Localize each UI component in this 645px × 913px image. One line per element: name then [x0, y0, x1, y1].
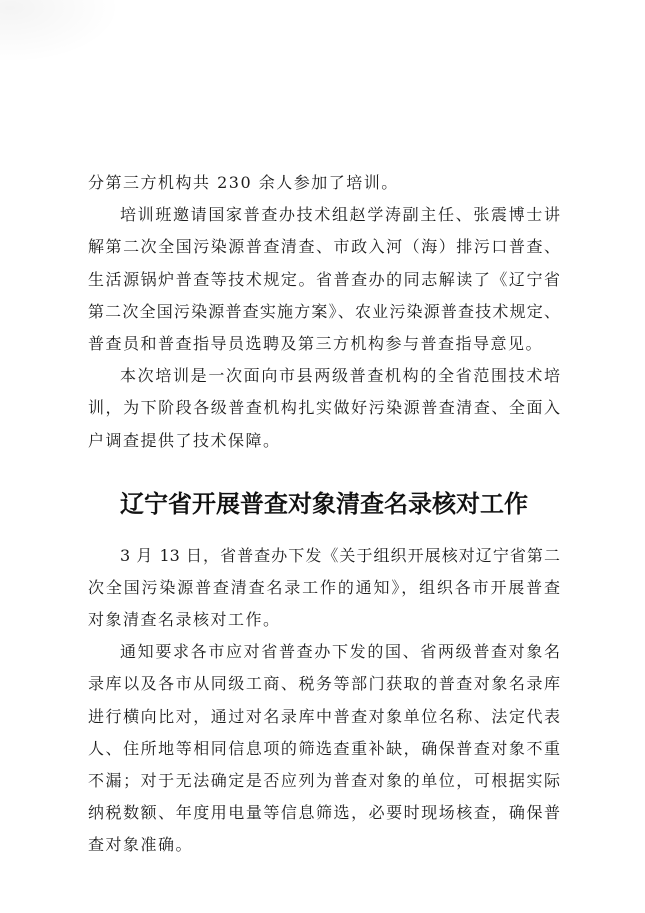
paragraph-line: 解第二次全国污染源普查清查、市政入河（海）排污口普查、: [88, 237, 560, 257]
document-body: [88, 167, 560, 862]
paragraph-line: 第二次全国污染源普查实施方案》、农业污染源普查技术规定、: [88, 301, 560, 321]
paragraph-line: 不漏；对于无法确定是否应列为普查对象的单位，可根据实际: [88, 771, 560, 790]
paragraph-line: 进行横向比对，通过对名录库中普查对象单位名称、法定代表: [88, 706, 560, 726]
paragraph-training-content: [88, 199, 560, 360]
paragraph-line: 培训班邀请国家普查办技术组赵学涛副主任、张震博士讲: [120, 205, 560, 225]
paragraph-notice-issued: [88, 540, 560, 637]
paragraph-line: 对象清查名录核对工作。: [88, 610, 281, 630]
paragraph-line: 3 月 13 日，省普查办下发《关于组织开展核对辽宁省第二: [120, 545, 560, 565]
paragraph-line: 次全国污染源普查清查名录工作的通知》，组织各市开展普查: [88, 577, 560, 597]
section-heading: 辽宁省开展普查对象清查名录核对工作: [120, 488, 528, 518]
paragraph-line: 录库以及各市从同级工商、税务等部门获取的普查对象名录库: [88, 674, 560, 694]
paragraph-training-summary: [88, 360, 560, 457]
paragraph-line: 普查员和普查指导员选聘及第三方机构参与普查指导意见。: [88, 333, 544, 353]
paragraph-line: 人、住所地等相同信息项的筛选查重补缺，确保普查对象不重: [88, 738, 560, 758]
paragraph-line: 生活源锅炉普查等技术规定。省普查办的同志解读了《辽宁省: [88, 269, 560, 289]
paragraph-line: 训，为下阶段各级普查机构扎实做好污染源普查清查、全面入: [88, 398, 560, 418]
paragraph-line: 户调查提供了技术保障。: [88, 430, 281, 450]
paragraph-line: 查对象准确。: [88, 835, 194, 855]
paragraph-notice-requirements: [88, 636, 560, 861]
paragraph-continuation: [88, 167, 560, 199]
paragraph-line: 通知要求各市应对省普查办下发的国、省两级普查对象名: [120, 642, 560, 662]
paragraph-line: 分第三方机构共 230 余人参加了培训。: [88, 173, 399, 192]
paragraph-line: 本次培训是一次面向市县两级普查机构的全省范围技术培: [120, 366, 560, 386]
paragraph-line: 纳税数额、年度用电量等信息筛选，必要时现场核查，确保普: [88, 803, 560, 823]
